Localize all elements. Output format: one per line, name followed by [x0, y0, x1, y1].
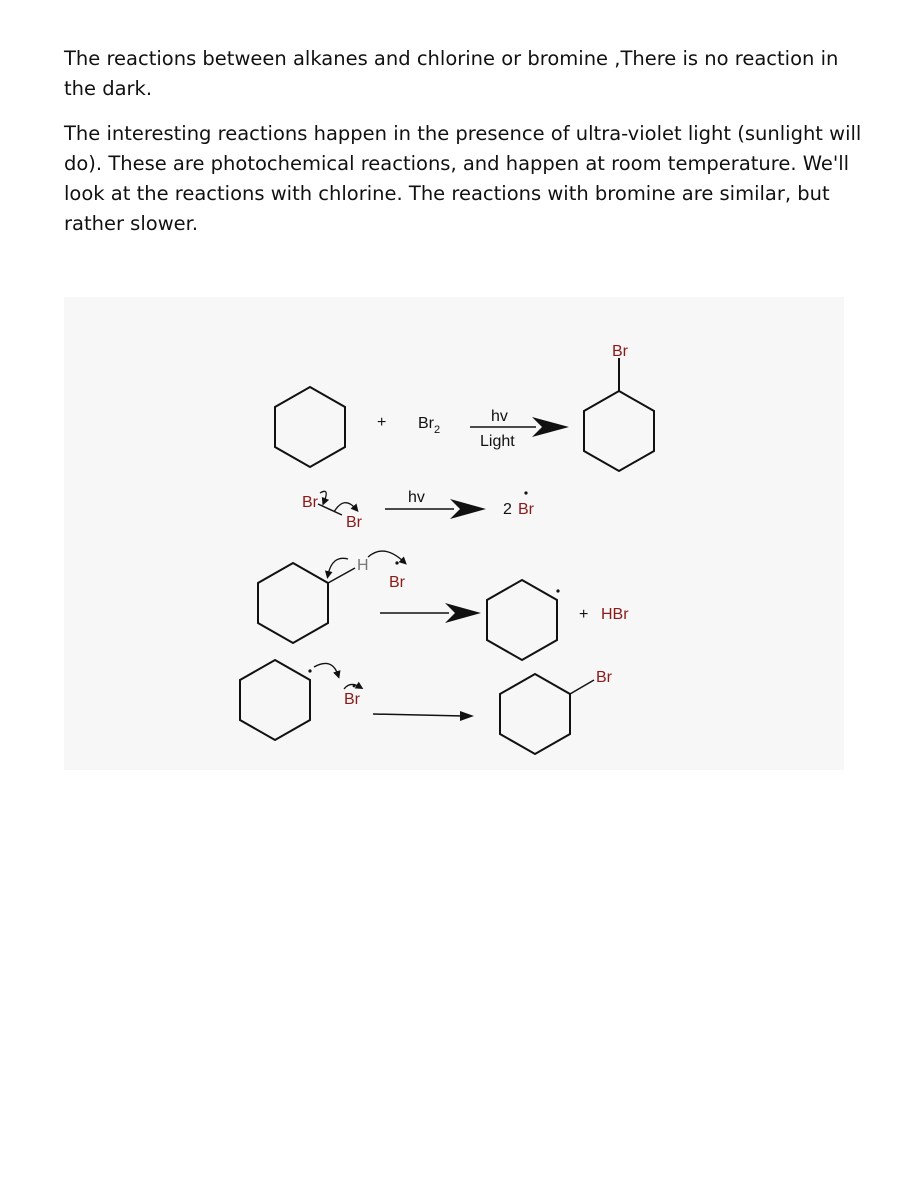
c-h-bond — [328, 568, 355, 583]
reaction-arrow-2-head — [450, 499, 486, 519]
bromine-atom-right: Br — [346, 514, 362, 531]
cyclohexane-reactant — [275, 387, 345, 467]
condition-hv: hv — [491, 408, 508, 425]
curly-arrow-ch — [328, 558, 348, 575]
curly-arrow-br — [368, 551, 404, 562]
bromine-radical-4: Br — [344, 691, 360, 708]
plus-sign: + — [377, 414, 387, 431]
product-bromine-label-4: Br — [596, 669, 612, 686]
reaction-arrow-4-head — [460, 711, 474, 721]
curly-arrow-4b — [344, 684, 360, 689]
radical-dot-4a — [308, 669, 311, 672]
hydrogen-atom: H — [357, 557, 369, 574]
cyclohexane-reactant-3 — [258, 563, 328, 643]
bromine-reagent: $Br_2$ — [418, 415, 441, 436]
paragraph-intro: The reactions between alkanes and chlorine or bromine ,There is no reaction in the dark. — [64, 47, 839, 100]
bromocyclohexane-product — [584, 391, 654, 471]
paragraph-photochemical: The interesting reactions happen in the presence of ultra-violet light (sunlight will do). These are photochemical reactions, and happen at room temperature. We'll look at the reactions with chlorine. The reactions with bromine are similar, but rather slower. — [64, 122, 862, 235]
cyclohexyl-radical-reactant — [240, 660, 310, 740]
bromine-radical-product: Br — [518, 501, 534, 518]
bromine-radical-3: Br — [389, 574, 405, 591]
condition-light: Light — [480, 433, 515, 450]
curly-arrow-left — [320, 491, 326, 502]
radical-dot-3 — [395, 561, 398, 564]
reaction-2 — [302, 489, 535, 531]
reaction-scheme-drawing — [64, 297, 844, 770]
reaction-4 — [240, 660, 613, 754]
radical-dot — [524, 491, 527, 494]
reaction-arrow-3-head — [445, 603, 481, 623]
reaction-arrow-4-shaft — [373, 714, 464, 716]
reaction-scheme-figure — [64, 297, 844, 770]
product-coefficient: 2 — [503, 501, 512, 518]
curly-arrow-4a — [314, 663, 338, 675]
radical-dot-product — [556, 589, 559, 592]
bromine-atom-left: Br — [302, 494, 318, 511]
reaction-arrow-head — [532, 417, 569, 437]
condition-hv-2: hv — [408, 489, 425, 506]
reaction-3 — [258, 551, 629, 660]
radical-dot-4b — [353, 685, 356, 688]
bromocyclohexane-product-4 — [500, 674, 570, 754]
cyclohexyl-radical — [487, 580, 557, 660]
product-bromine-label: Br — [612, 343, 628, 360]
reaction-1 — [275, 343, 654, 471]
plus-sign-3: + — [579, 606, 589, 623]
curly-arrow-right — [334, 503, 356, 512]
hbr-product: HBr — [601, 606, 629, 623]
c-br-bond-4 — [570, 680, 594, 694]
